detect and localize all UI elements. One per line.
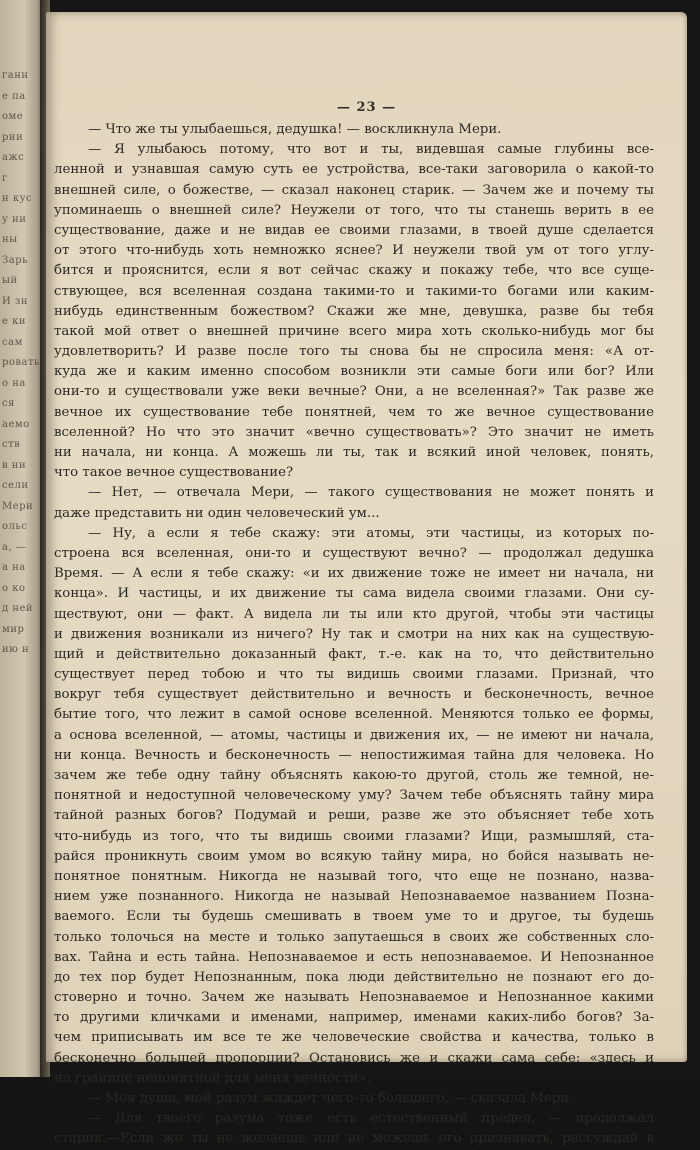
text-line: и движения возникали из ничего? Ну так и смотри на них как на существую- [54, 626, 654, 642]
text-line: бится и прояснится, если я вот сейчас скажу и покажу тебе, что все суще- [54, 263, 654, 279]
left-page-fragment: ств [2, 439, 21, 450]
text-line: стоверно и точно. Зачем же называть Непознаваемое и Непознанное какими [54, 990, 654, 1006]
left-page-fragment: а, — [2, 541, 27, 553]
book-page [46, 12, 687, 1147]
left-page-fragment: И зн [2, 295, 29, 307]
left-facing-page [0, 0, 44, 1077]
text-line: щий и действительно доказанный факт, т.-е. как на то, что действительно [54, 646, 654, 662]
left-page-fragment: а на [2, 562, 26, 573]
left-page-fragment: Зарь [2, 254, 29, 266]
left-page-fragment: ганн [2, 70, 29, 81]
left-page-fragment: в ни [2, 459, 27, 471]
left-page-fragment: оме [2, 111, 24, 122]
text-line: вселенной? Но что это значит «вечно существовать»? Это значит не иметь [54, 424, 654, 440]
text-line: а основа вселенной, — атомы, частицы и движения их, — не имеют ни начала, [54, 727, 654, 743]
text-line: от этого что-нибудь хоть немножко яснее? И неужели твой ум от того углу- [54, 243, 654, 259]
text-line: чем приписывать им все те же человеческие свойства и качества, только в [54, 1030, 654, 1046]
text-line: что такое вечное существование? [54, 465, 294, 481]
text-line: то другими кличками и именами, например, именами каких-либо богов? За- [54, 1010, 654, 1026]
text-line: понятной и недоступной человеческому уму? Зачем тебе объяснять тайну мира [54, 788, 654, 804]
left-page-fragment: ся [2, 398, 15, 409]
text-line: вечное их существование тебе понятней, чем то же вечное существование [54, 404, 654, 420]
text-line: они-то и существовали уже веки вечные? Они, а не вселенная?» Так разве же [54, 384, 654, 400]
left-page-fragment: д ней [2, 603, 34, 614]
text-line: даже представить ни один человеческий ум... [54, 505, 380, 521]
text-line: бытие того, что лежит в самой основе вселенной. Меняются только ее формы, [54, 707, 654, 723]
text-line: только толочься на месте и только запутаешься в своих же собственных сло- [54, 929, 654, 945]
left-page-fragment: н кус [2, 193, 33, 204]
text-line: вокруг тебя существует действительно и вечность и бесконечность, вечное [54, 687, 654, 703]
left-page-fragment: г [2, 172, 8, 184]
left-page-fragment: ровать [2, 357, 40, 368]
text-line: — Нет, — отвечала Мери, — такого существования не может понять и [88, 485, 654, 501]
text-line: внешней силе, о божестве, — сказал наконец старик. — Зачем же и почему ты [54, 182, 654, 198]
left-page-fragment: аемо [2, 418, 30, 430]
text-line: строена вся вселенная, они-то и существуют вечно? — продолжал дедушка [54, 545, 654, 561]
left-page-fragment: ый [2, 275, 18, 286]
left-page-fragment: у ни [2, 213, 27, 225]
text-line: — Я улыбаюсь потому, что вот и ты, видевшая самые глубины все- [88, 142, 654, 158]
left-page-fragment: рии [2, 131, 24, 143]
page-number: — 23 — [336, 100, 397, 115]
text-line: бесконечно большей пропорции? Остановись же и скажи сама себе: «здесь и [54, 1050, 654, 1066]
left-page-fragment: Мери [2, 500, 34, 512]
text-line: нием уже познанного. Никогда не называй Непознаваемое названием Позна- [54, 889, 654, 905]
left-page-fragment: мир [2, 623, 25, 635]
left-page-fragment: е па [2, 90, 26, 102]
text-line: — Для твоего разума тоже есть естественный предел, — продолжал [88, 1111, 654, 1127]
text-line: — Ну, а если я тебе скажу: эти атомы, эти частицы, из которых по- [88, 525, 654, 541]
text-line: — Что же ты улыбаешься, дедушка! — воскликнула Мери. [88, 122, 502, 137]
text-line: старик.—Если же ты не желаешь или не можешь его признавать, рассуждай в [54, 1131, 654, 1147]
text-line: ленной и узнавшая самую суть ее устройства, все-таки заговорила о какой-то [54, 162, 654, 178]
text-line: ществуют, они — факт. А видела ли ты или кто другой, чтобы эти частицы [54, 606, 654, 622]
left-page-fragment: ажс [2, 152, 25, 163]
text-line: конца». И частицы, и их движение ты сама видела своими глазами. Они су- [54, 586, 654, 602]
text-line: такой мой ответ о внешней причине всего мира хоть сколько-нибудь мог бы [54, 323, 654, 339]
text-line: что-нибудь из того, что ты видишь своими глазами? Ищи, размышляй, ста- [54, 828, 654, 844]
text-line: тайной разных богов? Подумай и реши, разве же это объясняет тебе хоть [54, 808, 654, 824]
left-page-fragment: е ки [2, 316, 27, 327]
text-line: куда же и каким именно способом возникли эти самые боги или бог? Или [54, 364, 654, 380]
text-line: райся проникнуть своим умом во всякую тайну мира, но бойся называть не- [54, 848, 654, 864]
text-line: ваемого. Если ты будешь смешивать в твоем уме то и другое, ты будешь [54, 909, 654, 925]
left-page-fragment: ны [2, 234, 18, 245]
text-line: Время. — А если я тебе скажу: «и их движение тоже не имеет ни начала, ни [54, 566, 654, 582]
left-page-fragment: о на [2, 377, 26, 389]
left-page-fragment: о ко [2, 582, 26, 594]
text-line: ни начала, ни конца. А можешь ли ты, так и всякий иной человек, понять, [54, 445, 654, 460]
text-line: существование, даже и не видав ее своими глазами, в твоей душе сделается [54, 222, 654, 238]
left-page-fragment: сели [2, 480, 29, 491]
page-text [54, 120, 654, 1150]
left-page-fragment: ию н [2, 644, 30, 655]
text-line: существует перед тобою и что ты видишь своими глазами. Признай, что [54, 667, 654, 683]
text-line: на границе непонятной для меня вечности». [54, 1070, 371, 1086]
text-line: понятное понятным. Никогда не называй того, что еще не познано, назва- [54, 868, 654, 884]
text-line: зачем же тебе одну тайну объяснять какою-то другой, столь же темной, не- [54, 768, 654, 783]
text-line: — Моя душа, мой разум жаждет чего-то большего, — сказала Мери. [88, 1091, 574, 1106]
text-line: нибудь единственным божеством? Скажи же мне, девушка, разве бы тебя [54, 303, 654, 319]
text-line: упоминаешь о внешней силе? Неужели от того, что ты станешь верить в ее [54, 202, 654, 218]
left-page-fragment: ольс [2, 521, 28, 532]
text-line: вах. Тайна и есть тайна. Непознаваемое и есть непознаваемое. И Непознанное [54, 949, 654, 965]
text-line: ни конца. Вечность и бесконечность — непостижимая тайна для человека. Но [54, 747, 654, 763]
text-line: до тех пор будет Непознанным, пока люди действительно не познают его до- [54, 969, 654, 985]
text-line: ствующее, вся вселенная создана такими-то и такими-то богами или каким- [54, 283, 654, 299]
text-line: удовлетворить? И разве после того ты снова бы не спросила меня: «А от- [54, 344, 654, 360]
left-page-fragment: сам [2, 336, 23, 348]
